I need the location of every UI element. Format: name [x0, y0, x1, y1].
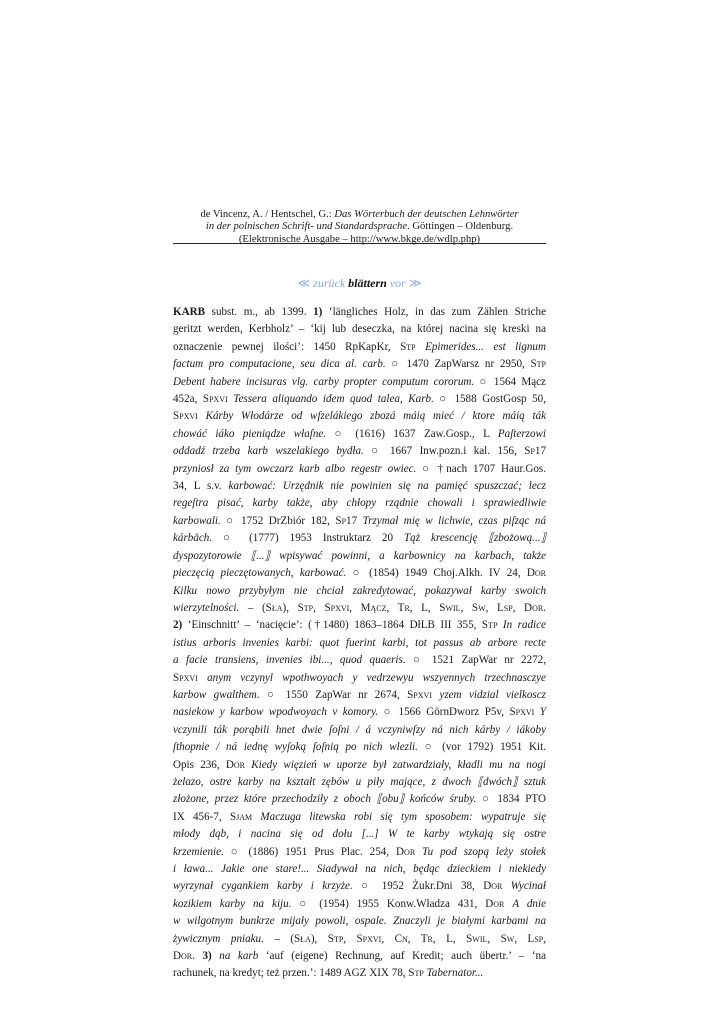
dictionary-entry — [173, 304, 546, 983]
entry-line — [173, 530, 546, 547]
entry-line — [173, 304, 546, 321]
entry-text: ○ 1588 GostGosp 50, — [433, 393, 547, 406]
entry-line — [173, 374, 546, 391]
entry-quote-text: Epimerides... est lignum — [425, 340, 546, 353]
entry-quote-text: dyspozytorowie ⟦...⟧ wpisywać powinni, a karbownicy na karbach, także — [173, 549, 546, 562]
entry-source-abbrev: Stp — [530, 358, 546, 371]
entry-bold-text: 3) — [202, 950, 212, 963]
entry-text: ○ †nach 1707 Haur.Gos. — [416, 462, 546, 475]
entry-text: ), — [310, 932, 328, 945]
entry-quote-text: karbowali. — [173, 514, 221, 527]
entry-quote-text: pieczęcią pieczętowanych, karbować. — [173, 567, 347, 580]
back-link[interactable]: zurück — [313, 276, 346, 290]
entry-source-abbrev: Spxvi — [173, 410, 198, 423]
entry-text: Opis 236, — [173, 758, 226, 771]
entry-quote-text: kozikiem karby na kiju. — [173, 897, 292, 910]
entry-line — [173, 878, 546, 895]
entry-source-abbrev: Dor — [526, 567, 546, 580]
entry-source-abbrev: Spxvi — [407, 688, 432, 701]
entry-source-abbrev: Swil, Sw, Lsp, — [466, 932, 546, 945]
entry-source-abbrev: Spxvi — [509, 706, 535, 719]
entry-quote-text: karbow gwalthem. — [173, 688, 260, 701]
entry-source-abbrev: Swil, Sw, Lsp, Dor. — [439, 601, 546, 614]
entry-line — [173, 739, 546, 756]
entry-quote-text: przyniosł za tym owczarz karb albo regestr owiec. — [173, 462, 417, 475]
entry-source-abbrev: Dor — [483, 880, 503, 893]
citation-title-continued: in der polnischen Schrift- und Standardsprache — [205, 221, 408, 233]
entry-text: – ( — [239, 601, 266, 614]
entry-quote-text: nasiekow y karbow wpodwoyach v komory. — [173, 706, 379, 719]
citation-publisher: . Göttingen – Oldenburg. — [407, 221, 514, 233]
entry-quote-text: Tessera aliquando idem quod talea, Karb. — [233, 393, 434, 406]
entry-quote-text: Kilku nowo przybyłym nie chciał zakredytować, pokazywał karby swoich — [173, 584, 546, 597]
entry-bold-text: KARB — [173, 306, 206, 318]
entry-text: ○ 1550 ZapWar nr 2674, — [259, 688, 408, 701]
citation-line-1 — [173, 209, 546, 221]
entry-text — [198, 672, 207, 684]
double-left-arrow-icon: ≪ — [297, 276, 311, 290]
entry-quote-text: Wycinał — [510, 880, 547, 893]
entry-quote-text: Kiedy więzień w uporze był zatwardziały, kładli mu na nogi — [251, 758, 546, 771]
entry-quote-text: Tu pod szopą leży stołek — [422, 845, 546, 858]
entry-text: ○ 1564 Mącz — [474, 375, 546, 388]
entry-text: ‘längliches Holz, in das zum Zählen Striche — [322, 306, 546, 318]
entry-text: ○ 1752 DrZbiór 182, — [220, 514, 336, 527]
entry-source-abbrev: Stp, Spxvi, Cn, Tr, — [327, 932, 436, 945]
entry-source-abbrev: Dor — [485, 897, 505, 910]
entry-text: geritzt werden, Kerbholz’ – ‘kij lub deseczka, na której nacina się kreski na — [173, 323, 546, 336]
entry-line — [173, 408, 546, 425]
entry-quote-text: istius arboris invenies karbi: quot fuerint karbi, tot passus ab arbore recte — [173, 636, 546, 649]
entry-text: ○ (1777) 1953 Instruktarz 20 — [212, 532, 405, 545]
entry-text — [416, 341, 425, 353]
entry-text: ○ 1952 Żukr.Dni 38, — [352, 880, 484, 893]
entry-quote-text: Trzymał mię w lichwie, czas piſząc ná — [362, 514, 547, 527]
entry-quote-text: żywicznym pniaku. — [173, 932, 264, 945]
entry-line — [173, 722, 546, 739]
entry-text: ○ (1886) 1951 Prus Plac. 254, — [223, 845, 397, 858]
entry-quote-text: chowáć iáko pieniądze właſne. — [173, 427, 327, 440]
entry-text: subst. m., ab 1399. — [205, 306, 314, 318]
entry-quote-text: żelazo, ostre karby na kształt zębów u piły mające, z dwoch ⟦dwóch⟧ sztuk — [173, 775, 546, 788]
entry-quote-text: złożone, przez które przechodziły z oboch ⟦obu⟧ końców śruby. — [173, 793, 477, 806]
entry-line — [173, 478, 546, 495]
entry-line — [173, 495, 546, 512]
citation-authors: de Vincenz, A. / Hentschel, G.: — [200, 209, 335, 220]
entry-text: ○ 1667 Inw.pozn.i kal. 156, — [363, 445, 525, 458]
entry-quote-text: a facie transiens, invenies ibi..., quod quaeris. — [173, 654, 406, 667]
entry-line — [173, 844, 546, 861]
entry-line — [173, 565, 546, 582]
entry-text — [502, 880, 510, 892]
entry-line — [173, 583, 546, 600]
entry-text: L, — [412, 601, 440, 614]
entry-text: ‘Einschnitt’ – ‘nacięcie’: (†1480) 1863–1864 DłLB III 355, — [182, 619, 482, 632]
entry-source-abbrev: Sjam — [229, 810, 253, 823]
entry-line — [173, 339, 546, 356]
entry-quote-text: na karb — [219, 950, 259, 963]
entry-quote-text: vczynili ták porąbili hnet dwie ſoſni / á vczyniwſzy ná nich kárby / iákoby — [173, 723, 546, 736]
entry-text — [198, 410, 206, 422]
entry-line — [173, 896, 546, 913]
entry-quote-text: krzemienie. — [173, 845, 224, 858]
entry-text: ○ 1566 GörnDworz P5v, — [378, 706, 510, 719]
entry-line — [173, 948, 546, 965]
entry-line — [173, 757, 546, 774]
entry-quote-text: A dnie — [512, 897, 546, 910]
entry-text: ○ (1954) 1955 Konw.Władza 431, — [291, 897, 486, 910]
entry-quote-text: oddadź trzeba karb wszelakiego bydła. — [173, 445, 364, 458]
entry-text: ○ 1834 PTO — [476, 793, 546, 806]
entry-quote-text: karbować: Urzędnik nie powinien się na pamięć spuszczać; lecz — [228, 480, 547, 493]
entry-line — [173, 913, 546, 930]
entry-source-abbrev: Stp — [400, 340, 416, 353]
citation-line-2 — [173, 221, 546, 233]
entry-text: ○ (vor 1792) 1951 Kit. — [417, 741, 546, 754]
double-right-arrow-icon: ≫ — [408, 276, 422, 290]
entry-text: IX 456-7, — [173, 810, 230, 823]
entry-quote-text: Paſterzowi — [497, 427, 546, 440]
entry-quote-text: Maczuga litewska robi się tym sposobem: wypatruje się — [260, 810, 546, 823]
entry-source-abbrev: Stp, Spxvi, Mącz, Tr, — [297, 601, 413, 614]
citation-header — [173, 209, 546, 246]
entry-text: 452a, — [173, 393, 203, 406]
entry-source-abbrev: Sp17 — [524, 445, 547, 458]
entry-text: L, — [435, 932, 467, 945]
entry-text: ○ 1470 ZapWarsz nr 2950, — [385, 358, 531, 371]
entry-source-abbrev: Stp — [408, 967, 424, 980]
entry-quote-text: factum pro computacione, seu dica al. carb. — [173, 358, 386, 371]
entry-line — [173, 635, 546, 652]
entry-text: rachunek, na kredyt; też przen.’: 1489 AGZ XIX 78, — [173, 967, 409, 980]
entry-quote-text: Tabernator... — [426, 967, 484, 980]
entry-quote-text: w wilgotnym bunkrze mijały powoli, ospale. Znaczyli je białymi karbami na — [173, 915, 546, 928]
entry-bold-text: 2) — [173, 619, 183, 632]
citation-title: Das Wörterbuch der deutschen Lehnwörter — [334, 209, 519, 220]
entry-line — [173, 931, 546, 948]
browse-label: blättern — [348, 276, 387, 290]
entry-quote-text: Tąż krescencję ⟦zbożową...⟧ — [404, 532, 546, 545]
entry-line — [173, 391, 546, 408]
entry-line — [173, 791, 546, 808]
entry-line — [173, 687, 546, 704]
entry-quote-text: ſthopnie / ná iednę wyſoką ſoſnią po nich wlezli. — [173, 741, 418, 754]
entry-quote-text: wierzytelności. — [173, 601, 240, 614]
entry-line — [173, 652, 546, 669]
entry-quote-text: yzem vidzial vielkoscz — [439, 688, 546, 701]
citation-line-3: (Elektronische Ausgabe – http://www.bkge.de/wdlp.php) — [238, 233, 481, 245]
entry-line — [173, 704, 546, 721]
entry-quote-text: In radice — [502, 619, 546, 632]
entry-text: oznaczenie pewnej ilości’: 1450 RpKapKr, — [173, 340, 401, 353]
entry-text: ), — [282, 601, 298, 614]
entry-line — [173, 861, 546, 878]
entry-line — [173, 826, 546, 843]
entry-source-abbrev: Dor — [396, 845, 416, 858]
entry-bold-text: 1) — [313, 306, 323, 318]
entry-text: ○ 1521 ZapWar nr 2272, — [405, 654, 546, 667]
navigation-bar — [173, 276, 546, 290]
entry-text: ○ (1854) 1949 Choj.Alkh. IV 24, — [346, 567, 527, 580]
entry-source-abbrev: Spxvi — [202, 393, 228, 406]
entry-quote-text: Kárby Włodárze od wſzelákiego zbozá máią mieć / ktore máią ták — [205, 410, 546, 423]
forward-link[interactable]: vor — [389, 276, 406, 290]
entry-source-abbrev: Sła — [294, 932, 311, 945]
entry-line — [173, 321, 546, 338]
entry-line — [173, 774, 546, 791]
entry-quote-text: anym vczynyl wpothwoyach y vedrzewyu wszyennych trzechnasczye — [207, 671, 546, 684]
header-divider — [173, 243, 546, 244]
entry-source-abbrev: Spxvi — [173, 671, 198, 684]
entry-line — [173, 965, 546, 982]
entry-text: – ( — [263, 932, 295, 945]
entry-quote-text: regeſtra pisać, karby także, aby chłopy rządnie chowali i sprawiedliwie — [173, 497, 546, 510]
entry-source-abbrev: Stp — [481, 619, 498, 632]
entry-line — [173, 809, 546, 826]
entry-quote-text: młody dąb, i nacina się od dołu [...] W te karby wtykają się ostre — [173, 828, 546, 841]
entry-source-abbrev: Dor. — [173, 950, 195, 963]
entry-quote-text: i ława... Jakie one stare!... Siadywał na nich, będąc dzieckiem i niekiedy — [173, 863, 546, 875]
entry-line — [173, 617, 546, 634]
entry-text: 34, L s.v. — [173, 480, 229, 493]
entry-line — [173, 443, 546, 460]
entry-line — [173, 513, 546, 530]
entry-quote-text: Debent habere incisuras vlg. carby propter computum cororum. — [173, 375, 475, 388]
entry-line — [173, 600, 546, 617]
entry-quote-text: Y — [539, 706, 546, 719]
entry-line — [173, 670, 546, 687]
entry-line — [173, 548, 546, 565]
entry-line — [173, 426, 546, 443]
entry-source-abbrev: Sła — [265, 601, 283, 614]
entry-source-abbrev: Sp17 — [335, 514, 358, 527]
entry-source-abbrev: Dor — [225, 758, 246, 771]
entry-quote-text: wyrzynał cygankiem karby i krzyże. — [173, 880, 353, 893]
entry-line — [173, 356, 546, 373]
entry-quote-text: kárbäch. — [173, 532, 213, 545]
entry-line — [173, 461, 546, 478]
entry-text: ‘auf (eigene) Rechnung, auf Kredit; auch übertr.’ – ‘na — [258, 950, 546, 963]
entry-text: ○ (1616) 1637 Zaw.Gosp., L — [326, 427, 498, 440]
